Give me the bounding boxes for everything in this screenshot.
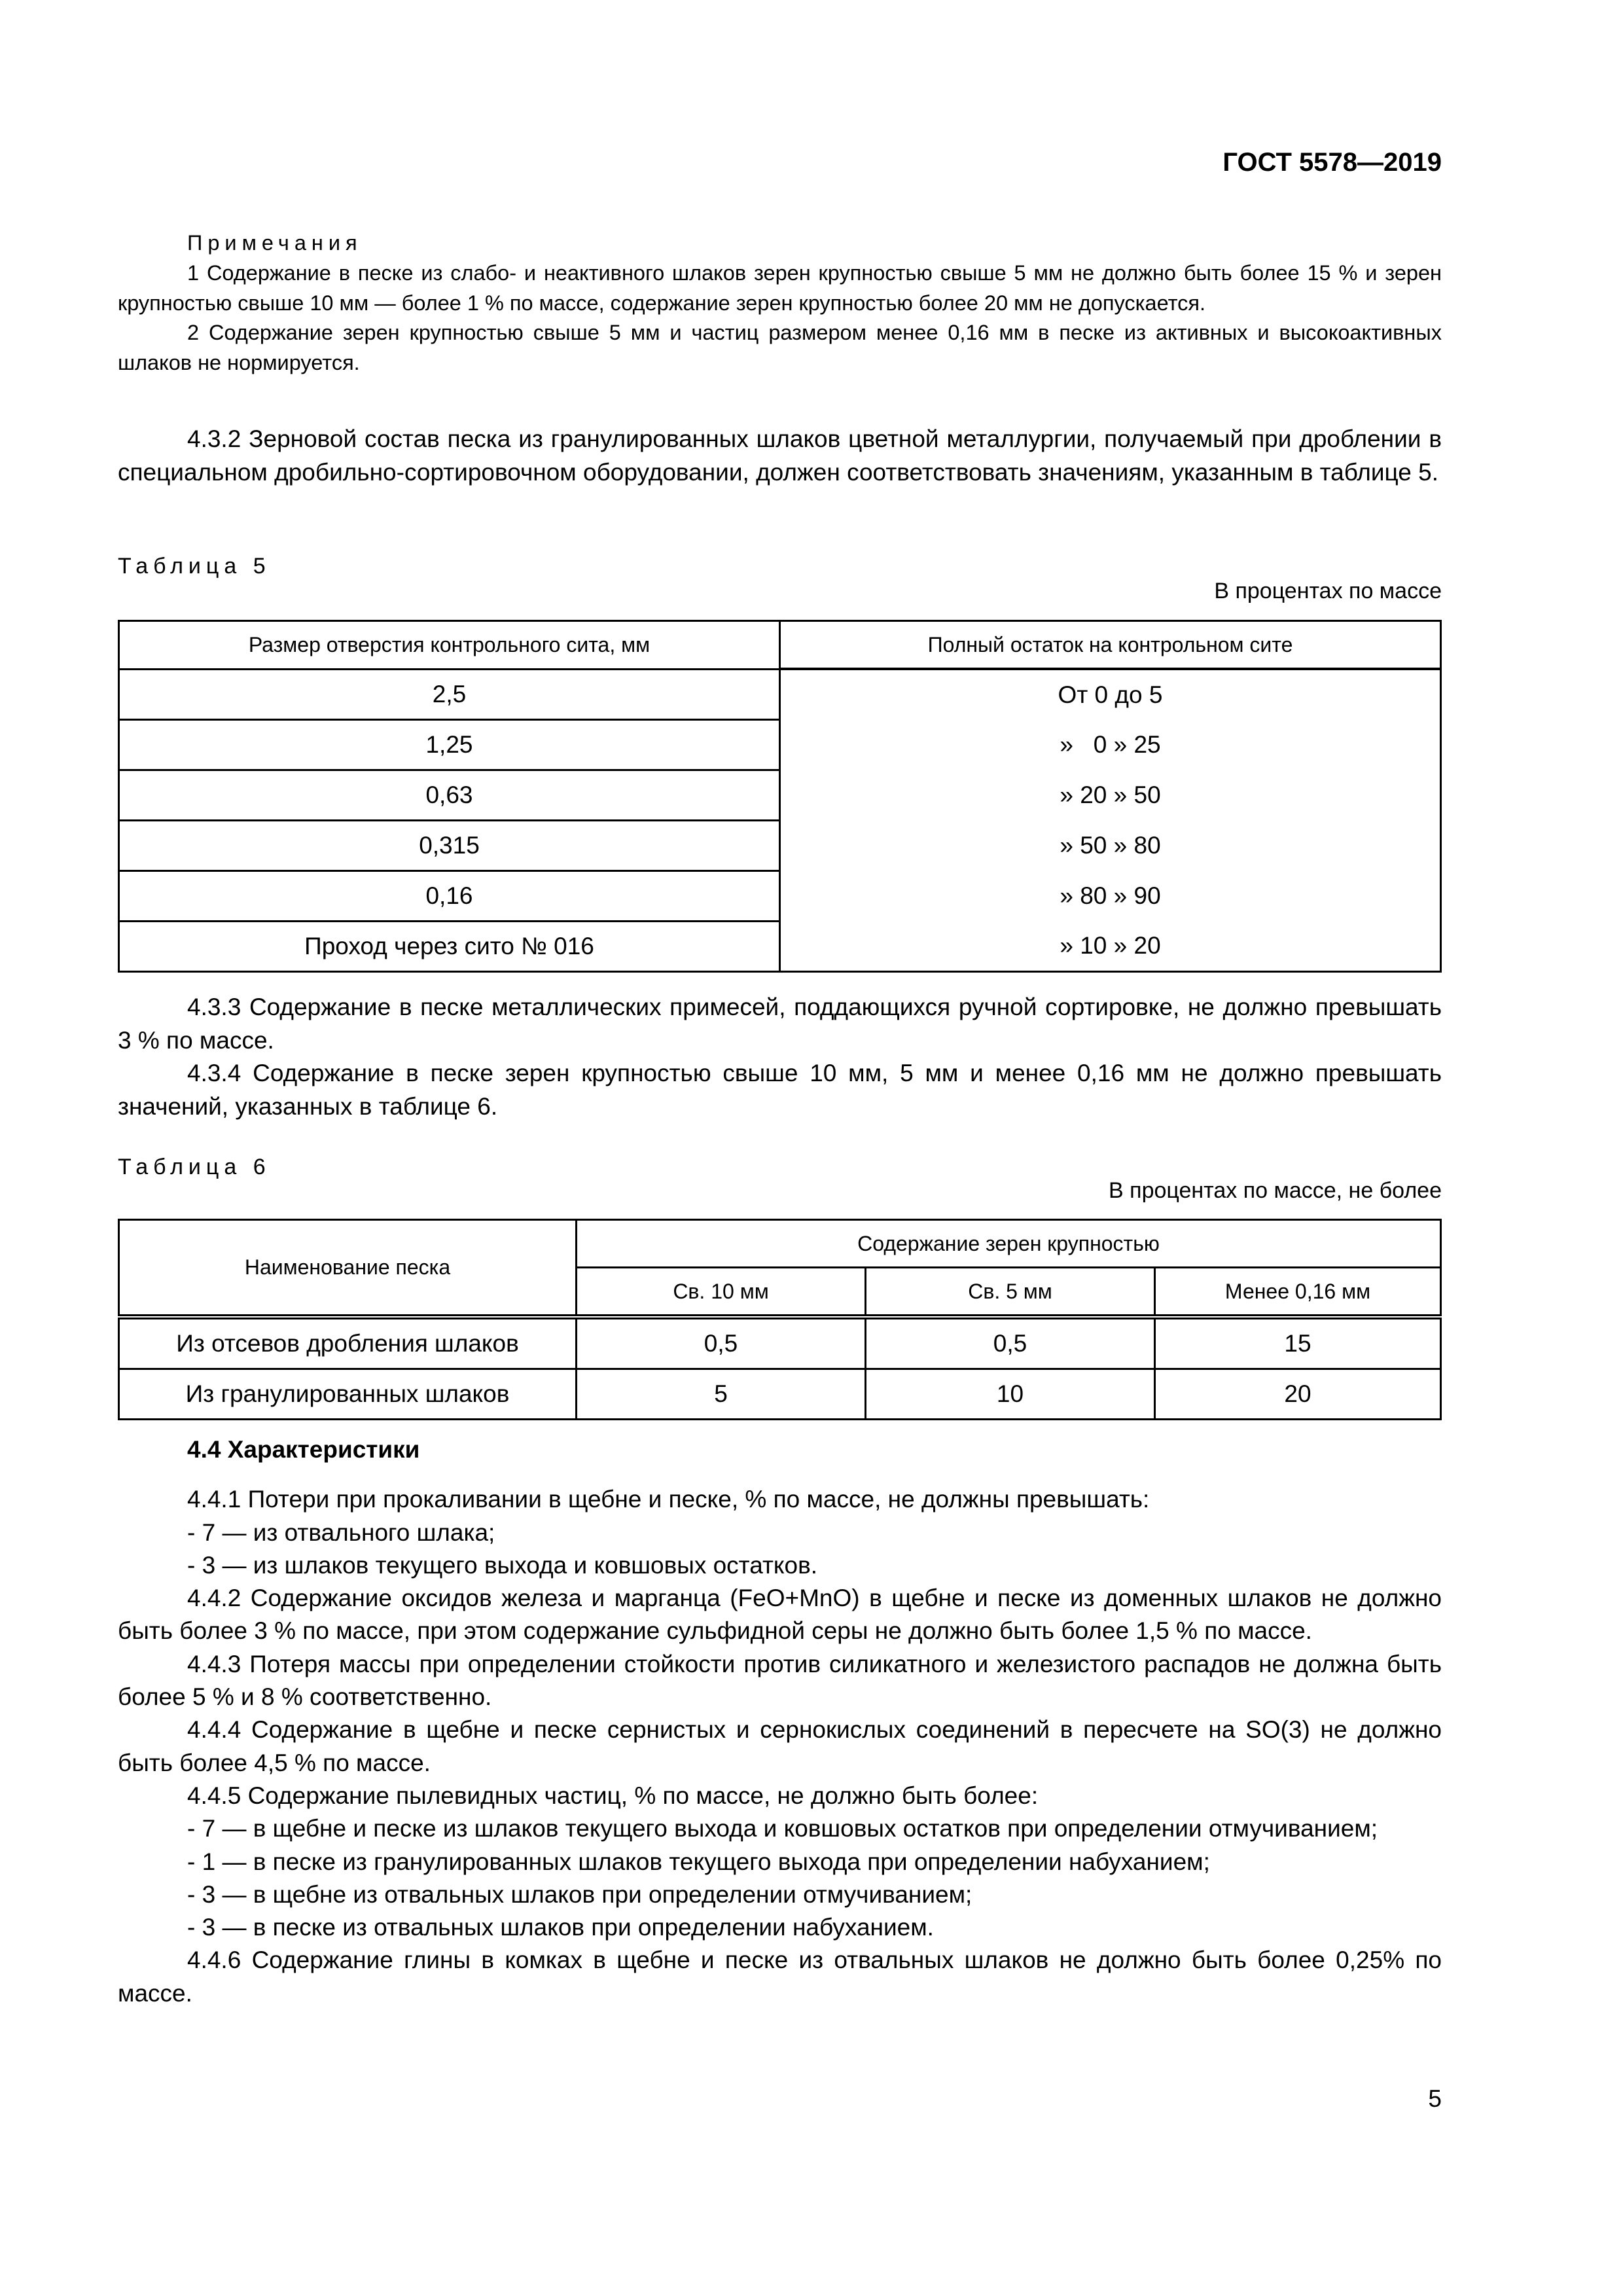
- table-header-row: [119, 621, 1441, 670]
- table-row: [119, 770, 1441, 820]
- table-cell: 0,63: [119, 770, 780, 820]
- notes-title: Примечания: [187, 231, 363, 255]
- document-header: ГОСТ 5578—2019: [1222, 148, 1442, 177]
- table-row: [119, 1369, 1441, 1420]
- table-row: [119, 921, 1441, 971]
- paragraph: 4.4.3 Потеря массы при определении стойкости против силикатного и железистого распадов не должна быть более 5 % и 8 % соответственно.: [118, 1650, 1442, 1711]
- table-cell: 1,25: [119, 719, 780, 770]
- table-header-cell: Св. 10 мм: [577, 1268, 866, 1318]
- table-row: [119, 669, 1441, 719]
- table-cell: » 0 » 25: [1060, 730, 1161, 758]
- table-header-row: [119, 1220, 1441, 1268]
- section-heading: 4.4 Характеристики: [187, 1436, 420, 1463]
- table-cell: » 10 » 20: [1060, 931, 1161, 959]
- table-cell: 15: [1155, 1317, 1441, 1369]
- paragraph-4-3-2: [118, 423, 1442, 489]
- table-row: [119, 820, 1441, 870]
- list-item: - 3 — из шлаков текущего выхода и ковшовых остатков.: [187, 1551, 818, 1579]
- list-item: - 3 — в песке из отвальных шлаков при определении набуханием.: [187, 1914, 934, 1941]
- table-cell: 10: [866, 1369, 1155, 1420]
- paragraph: 4.4.1 Потери при прокаливании в щебне и песке, % по массе, не должны превышать:: [187, 1486, 1150, 1513]
- table-cell: » 80 » 90: [1060, 882, 1161, 909]
- table-cell: » 20 » 50: [1060, 781, 1161, 808]
- table-header-cell: Наименование песка: [119, 1220, 577, 1318]
- table-cell: Из отсевов дробления шлаков: [119, 1317, 577, 1369]
- paragraphs-4-3-3-4: [118, 991, 1442, 1123]
- paragraph-text: 4.3.2 Зерновой состав песка из гранулированных шлаков цветной металлургии, получаемый при дроблении в специальном дробильно-сортировочном оборудовании, должен соответствовать значениям, указанным в таблице 5.: [118, 425, 1442, 486]
- note-2: 2 Содержание зерен крупностью свыше 5 мм и частиц размером менее 0,16 мм в песке из активных и высокоактивных шлаков не нормируется.: [118, 321, 1442, 375]
- table-cell: 20: [1155, 1369, 1441, 1420]
- list-item: - 7 — из отвального шлака;: [187, 1518, 495, 1546]
- table-cell: 5: [577, 1369, 866, 1420]
- paragraph: 4.4.5 Содержание пылевидных частиц, % по массе, не должно быть более:: [187, 1782, 1039, 1809]
- table-5: [118, 620, 1442, 973]
- paragraph: 4.4.2 Содержание оксидов железа и марганца (FeO+MnO) в щебне и песке из доменных шлаков не должно быть более 3 % по массе, при этом содержание сульфидной серы не должно быть более 1,5 % по массе.: [118, 1585, 1442, 1645]
- notes: [118, 228, 1442, 378]
- table-header-cell: Св. 5 мм: [866, 1268, 1155, 1318]
- table-cell: » 50 » 80: [1060, 831, 1161, 859]
- table-cell: Из гранулированных шлаков: [119, 1369, 577, 1420]
- table-cell: 0,5: [866, 1317, 1155, 1369]
- page-number: 5: [1428, 2085, 1442, 2112]
- table-header-cell: Менее 0,16 мм: [1155, 1268, 1441, 1318]
- paragraph: 4.4.4 Содержание в щебне и песке сернистых и сернокислых соединений в пересчете на SO(3) не должно быть более 4,5 % по массе.: [118, 1716, 1442, 1776]
- table-header-cell: Полный остаток на контрольном сите: [780, 621, 1441, 670]
- table-cell: От 0 до 5: [1058, 681, 1163, 708]
- table-cell: 0,315: [119, 820, 780, 870]
- list-item: - 1 — в песке из гранулированных шлаков текущего выхода при определении набуханием;: [187, 1848, 1210, 1875]
- table6-units: В процентах по массе, не более: [1109, 1178, 1442, 1203]
- list-item: - 7 — в щебне и песке из шлаков текущего выхода и ковшовых остатков при определении отмучиванием;: [187, 1815, 1378, 1842]
- table5-units: В процентах по массе: [1214, 579, 1442, 603]
- table-row: [119, 719, 1441, 770]
- table5-caption: Таблица 5: [118, 554, 271, 579]
- table-cell: 0,16: [119, 870, 780, 921]
- table6-caption: Таблица 6: [118, 1155, 271, 1179]
- table-row: [119, 870, 1441, 921]
- table-cell: 0,5: [577, 1317, 866, 1369]
- table-row: [119, 1317, 1441, 1369]
- table-cell: Проход через сито № 016: [119, 921, 780, 971]
- paragraph-4-3-3: 4.3.3 Содержание в песке металлических примесей, поддающихся ручной сортировке, не должно превышать 3 % по массе.: [118, 994, 1442, 1054]
- note-1: 1 Содержание в песке из слабо- и неактивного шлаков зерен крупностью свыше 5 мм не должно быть более 15 % и зерен крупностью свыше 10 мм — более 1 % по массе, содержание зерен крупностью более 20 мм не допускается.: [118, 260, 1442, 315]
- paragraph: 4.4.6 Содержание глины в комках в щебне и песке из отвальных шлаков не должно быть более 0,25% по массе.: [118, 1946, 1442, 2007]
- list-item: - 3 — в щебне из отвальных шлаков при определении отмучиванием;: [187, 1880, 972, 1908]
- table-header-cell: Содержание зерен крупностью: [577, 1220, 1441, 1268]
- paragraph-4-3-4: 4.3.4 Содержание в песке зерен крупностью свыше 10 мм, 5 мм и менее 0,16 мм не должно превышать значений, указанных в таблице 6.: [118, 1060, 1442, 1120]
- table-cell: 2,5: [119, 669, 780, 719]
- table-6: [118, 1219, 1442, 1420]
- section-4-4: [118, 1433, 1442, 2010]
- table-header-cell: Размер отверстия контрольного сита, мм: [119, 621, 780, 670]
